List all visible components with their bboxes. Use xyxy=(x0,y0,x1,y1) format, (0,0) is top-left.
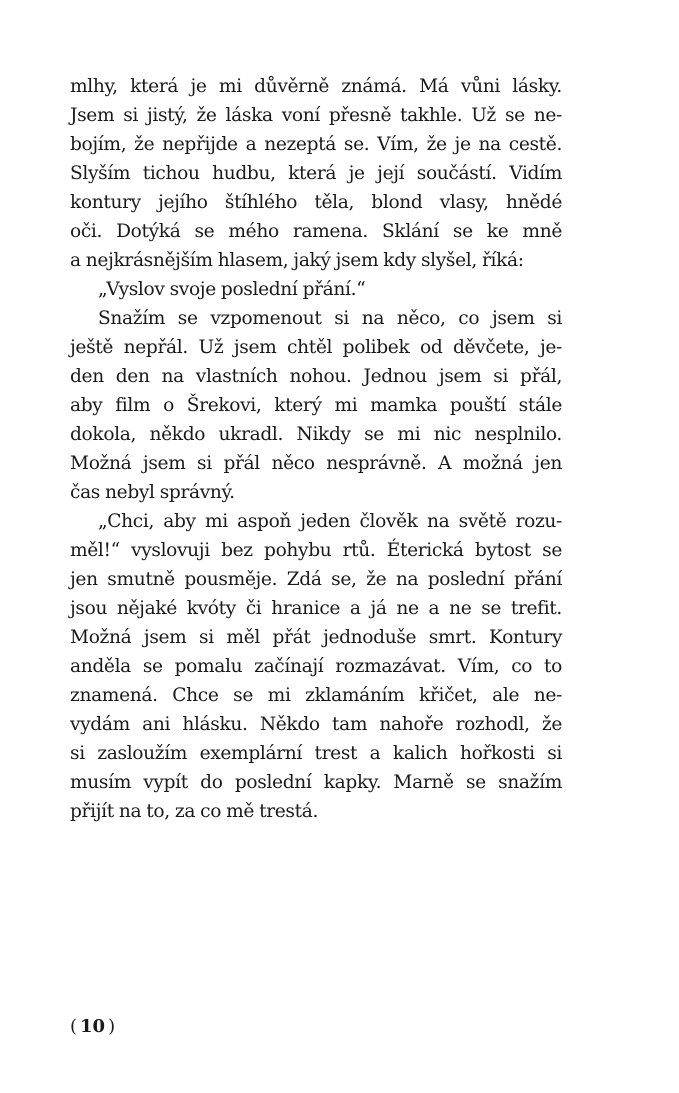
page-number-value: 10 xyxy=(80,1016,106,1037)
text-line: oči. Dotýká se mého ramena. Sklání se ke mně xyxy=(70,221,562,242)
text-line: ještě nepřál. Už jsem chtěl polibek od děvčete, je- xyxy=(70,337,562,358)
text-line: jsou nějaké kvóty či hranice a já ne a ne se trefit. xyxy=(70,598,562,619)
text-line: dokola, někdo ukradl. Nikdy se mi nic nesplnilo. xyxy=(70,424,562,445)
text-line: musím vypít do poslední kapky. Marně se snažím xyxy=(70,772,562,793)
text-line: si zasloužím exemplární trest a kalich hořkosti si xyxy=(70,743,562,764)
text-line: Možná jsem si přál něco nesprávně. A možná jen xyxy=(70,453,562,474)
text-line: „Chci, aby mi aspoň jeden člověk na světě rozu- xyxy=(98,511,562,532)
text-line: Slyším tichou hudbu, která je její součástí. Vidím xyxy=(70,163,562,184)
text-line: čas nebyl správný. xyxy=(70,482,235,503)
text-line: anděla se pomalu začínají rozmazávat. Vím, co to xyxy=(70,656,562,677)
text-line: bojím, že nepřijde a nezeptá se. Vím, že je na cestě. xyxy=(70,134,562,155)
page-number-close-paren: ) xyxy=(108,1016,116,1037)
text-line: jen smutně pousměje. Zdá se, že na poslední přání xyxy=(70,569,562,590)
text-line: a nejkrásnějším hlasem, jaký jsem kdy slyšel, říká: xyxy=(70,250,524,271)
text-line: vydám ani hlásku. Někdo tam nahoře rozhodl, že xyxy=(70,714,562,735)
text-line: den den na vlastních nohou. Jednou jsem si přál, xyxy=(70,366,562,387)
text-line: přijít na to, za co mě trestá. xyxy=(70,801,319,822)
text-line: Jsem si jistý, že láska voní přesně takhle. Už se ne- xyxy=(70,105,562,126)
text-line: „Vyslov svoje poslední přání.“ xyxy=(98,279,366,300)
body-text xyxy=(70,72,562,826)
page-number xyxy=(70,1012,115,1041)
text-line: měl!“ vyslovuji bez pohybu rtů. Éterická bytost se xyxy=(70,540,562,561)
page-number-open-paren: ( xyxy=(70,1016,78,1037)
text-line: kontury jejího štíhlého těla, blond vlasy, hnědé xyxy=(70,192,562,213)
text-line: Snažím se vzpomenout si na něco, co jsem si xyxy=(98,308,562,329)
text-line: znamená. Chce se mi zklamáním křičet, ale ne- xyxy=(70,685,562,706)
text-line: mlhy, která je mi důvěrně známá. Má vůni lásky. xyxy=(70,76,562,97)
text-line: Možná jsem si měl přát jednoduše smrt. Kontury xyxy=(70,627,562,648)
text-line: aby film o Šrekovi, který mi mamka pouští stále xyxy=(70,395,562,416)
